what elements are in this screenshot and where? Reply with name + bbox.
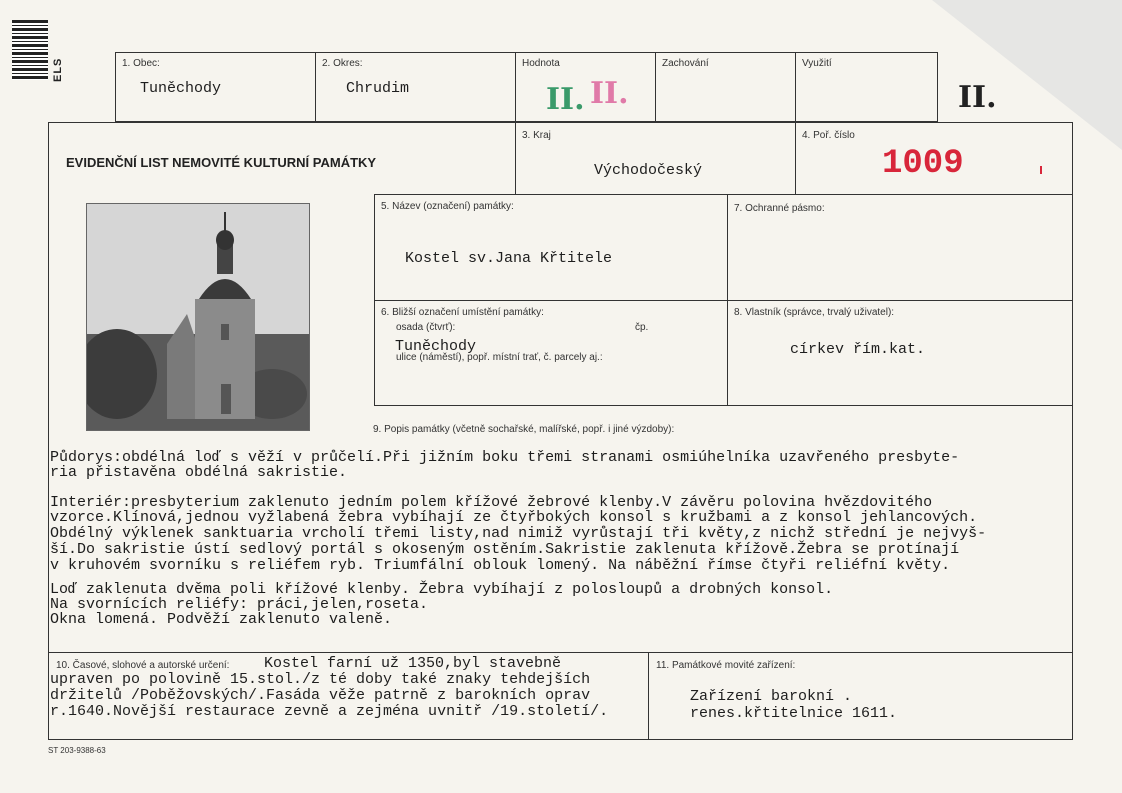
- vlastnik-value: církev řím.kat.: [790, 341, 926, 358]
- casove-label: 10. Časové, slohové a autorské určení:: [56, 660, 230, 671]
- nazev-value: Kostel sv.Jana Křtitele: [405, 250, 613, 267]
- movite-line: Zařízení barokní .: [690, 688, 853, 705]
- right-value-mark: II.: [958, 80, 997, 115]
- movite-line: renes.křtitelnice 1611.: [690, 705, 898, 722]
- okres-label: 2. Okres:: [322, 58, 363, 69]
- casove-line: r.1640.Novější restaurace zevně a zejména uvnitř /19.století/.: [50, 703, 609, 720]
- umisteni-label: 6. Bližší označení umístění památky:: [381, 307, 544, 318]
- church-photo-drawing: [87, 204, 309, 430]
- cp-label: čp.: [635, 322, 649, 333]
- popis-label: 9. Popis památky (včetně sochařské, malířské, popř. i jiné výzdoby):: [373, 424, 675, 435]
- ulice-label: ulice (náměstí), popř. místní trať, č. parcely aj.:: [396, 352, 603, 363]
- footer-code: ST 203-9388-63: [48, 746, 106, 755]
- obec-label: 1. Obec:: [122, 58, 160, 69]
- nazev-label: 5. Název (označení) památky:: [381, 201, 514, 212]
- okres-value: Chrudim: [346, 80, 410, 97]
- ochranne-pasmo-label: 7. Ochranné pásmo:: [734, 203, 825, 214]
- popis-line: Interiér:presbyterium zaklenuto jedním polem křížové žebrové klenby.V závěru polovina hvězdovitého: [50, 494, 933, 511]
- popis-line: Okna lomená. Podvěží zaklenuto valeně.: [50, 611, 393, 628]
- church-photo: [86, 203, 310, 431]
- popis-line: ší.Do sakristie ústí sedlový portál s okoseným ostěním.Sakristie zaklenuta křížově.Žebra se protínají: [50, 541, 960, 558]
- casove-line: Kostel farní už 1350,byl stavebně: [264, 655, 562, 672]
- popis-line: v kruhovém svorníku s reliéfem ryb. Triumfální oblouk lomený. Na náběžní římse čtyři reliéfní květy.: [50, 557, 951, 574]
- popis-line: Obdélný výklenek sanktuaria vrcholí třemi listy,nad nimiž vyrůstají tři květy,z nichž střední je nejvyš-: [50, 525, 987, 542]
- popis-line: Na svornících reliéfy: práci,jelen,roseta.: [50, 596, 429, 613]
- barcode: [12, 20, 48, 80]
- casove-line: držitelů /Poběžovských/.Fasáda věže patrně z barokních oprav: [50, 687, 591, 704]
- red-tick: [1040, 166, 1042, 174]
- hodnota-label: Hodnota: [522, 58, 560, 69]
- vlastnik-label: 8. Vlastník (správce, trvalý uživatel):: [734, 307, 895, 318]
- por-cislo-value: 1009: [882, 145, 964, 183]
- vyuziti-label: Využití: [802, 58, 832, 69]
- popis-line: Loď zaklenuta dvěma poli křížové klenby. Žebra vybíhají z polosloupů a drobných konsol.: [50, 581, 834, 598]
- movite-label: 11. Památkové movité zařízení:: [656, 660, 796, 671]
- osada-label: osada (čtvrť):: [396, 322, 456, 333]
- hodnota-pink-mark: II.: [590, 76, 629, 111]
- por-cislo-label: 4. Poř. číslo: [802, 130, 855, 141]
- popis-line: vzorce.Klínová,jednou vyžlabená žebra vybíhají ze čtyřbokých konsol s kružbami a z konsol jehlancových.: [50, 509, 978, 526]
- kraj-value: Východočeský: [594, 162, 703, 179]
- hodnota-green-mark: II.: [546, 82, 585, 117]
- zachovani-label: Zachování: [662, 58, 709, 69]
- kraj-label: 3. Kraj: [522, 130, 551, 141]
- card-title: EVIDENČNÍ LIST NEMOVITÉ KULTURNÍ PAMÁTKY: [66, 155, 377, 170]
- obec-value: Tuněchody: [140, 80, 222, 97]
- popis-line: Půdorys:obdélná loď s věží v průčelí.Při jižním boku třemi stranami osmiúhelníka uzavřeného presbyte-: [50, 449, 960, 466]
- popis-line: ria přistavěna obdélná sakristie.: [50, 464, 348, 481]
- osada-value: Tuněchody: [395, 338, 477, 355]
- casove-line: upraven po polovině 15.stol./z té doby také znaky tehdejších: [50, 671, 591, 688]
- barcode-label: ELS: [52, 57, 64, 82]
